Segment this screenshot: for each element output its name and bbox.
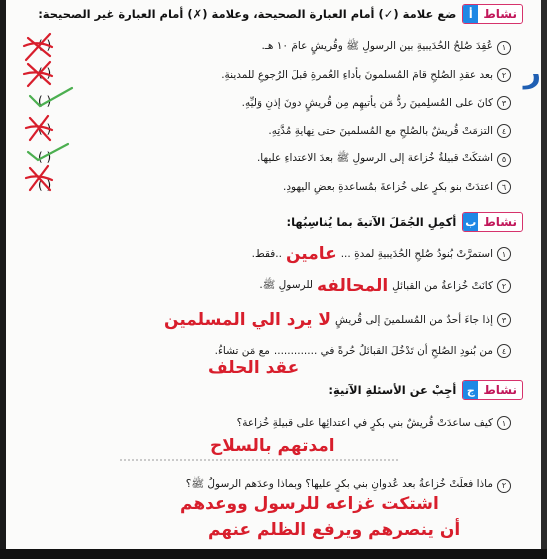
check-mark-3 <box>30 88 72 106</box>
handwritten-answer-c2-line2: أن ينصرهم ويرفع الظلم عنهم <box>208 520 461 540</box>
tag-letter-b: ب <box>463 213 478 231</box>
statement-3: ٣ كانَ على المُسلِمينَ ردُّ مَن يأتيهِم مِن قُريشٍ دونَ إذنِ وَليِّهِ. <box>242 96 511 110</box>
question-2: ٢ ماذا فعلَتْ خُزاعةُ بعد عُدوانِ بني بكرٍ عليها؟ وبماذا وعدَهم الرسولُ ﷺ؟ <box>186 478 511 493</box>
fill-sentence-4: ٤ من بُنودِ الصُلحِ أن تَدْخُلَ القبائلُ حُرةً في ............. مع مَن تشاءُ. <box>215 344 511 358</box>
statement-4: ٤ التزمَتْ قُريشٌ بالصُلحِ مع المُسلمينَ حتى نِهايةِ مُدَّتِهِ. <box>268 124 511 138</box>
handwritten-answer-c1: امدتهم بالسلاح <box>210 436 335 456</box>
activity-tag-c: نشاط ج <box>462 380 523 400</box>
cross-mark-2 <box>24 62 52 86</box>
answer-paren-3: ( ) <box>38 94 52 108</box>
question-1: ١ كيف ساعدَتْ قُريشٌ بني بكرٍ في اعتدائِها على قبيلةِ خُزاعة؟ <box>237 416 511 430</box>
answer-paren-1: ( ) <box>38 38 52 52</box>
statement-2: ٢ بعد عقدِ الصُلحِ قامَ المُسلمونَ بأداءِ العُمرةِ قبلَ الرُجوعِ للمدينةِ. <box>221 68 511 82</box>
blue-ink-mark: ر <box>523 55 541 90</box>
handwritten-answer-1: عامين <box>285 244 337 264</box>
answer-paren-4: ( ) <box>38 122 52 136</box>
statement-6: ٦ اعتدَتْ بنو بكرٍ على خُزاعةَ بمُساعدةِ بعضِ اليهودِ. <box>283 180 511 194</box>
section-a-title: ضع علامة (✓) أمام العبارة الصحيحة، وعلامة (✗) أمام العبارة غير الصحيحة: <box>38 7 457 21</box>
bottom-edge-shadow <box>0 549 547 559</box>
section-c-title: أجِبْ عن الأسئلةِ الآتيةِ: <box>328 383 457 397</box>
fill-sentence-3: ٣ إذا جاءَ أحدٌ من المُسلمينَ إلى قُريشٍ لا يرد الي المسلمين <box>164 310 511 330</box>
answer-paren-2: ( ) <box>38 66 52 80</box>
tag-letter-a: أ <box>463 5 478 23</box>
cross-mark-4 <box>26 116 52 140</box>
section-c-header <box>328 380 523 400</box>
fill-sentence-1: ١ استمرَّتْ بُنودُ صُلحِ الحُدَيبيةِ لمدةِ ... عامين ..فقط. <box>252 244 511 264</box>
statement-1: ١ عُقِدَ صُلحُ الحُدَيبيةِ بين الرسولِ ﷺ وقُريشٍ عامَ ١٠ هـ. <box>261 40 511 55</box>
cross-mark-6 <box>26 166 52 190</box>
handwritten-answer-c2-line1: اشتكت غزاعه للرسول ووعدهم <box>180 494 439 514</box>
check-mark-5 <box>28 144 68 160</box>
section-b-title: أكمِلِ الجُمَلَ الآتيةَ بما يُناسِبُها: <box>286 215 457 229</box>
tag-letter-c: ج <box>463 381 478 399</box>
handwritten-answer-3: لا يرد الي المسلمين <box>164 310 332 330</box>
handwritten-answer-4: عقد الحلف <box>208 358 300 378</box>
statement-5: ٥ اشتكَتْ قبيلةُ خُزاعة إلى الرسولِ ﷺ بعدَ الاعتداءِ عليها. <box>257 152 511 167</box>
activity-tag-b: نشاط ب <box>462 212 523 232</box>
activity-tag-a: نشاط أ <box>462 4 523 24</box>
section-b-header <box>286 212 523 232</box>
fill-sentence-2: ٢ كانَتْ خُزاعةُ من القبائلِ المحالفه للرسولِ ﷺ. <box>259 276 511 296</box>
answer-paren-5: ( ) <box>38 150 52 164</box>
cross-mark-1 <box>24 34 52 60</box>
answer-paren-6: ( ) <box>38 178 52 192</box>
handwritten-answer-2: المحالفه <box>317 276 389 296</box>
